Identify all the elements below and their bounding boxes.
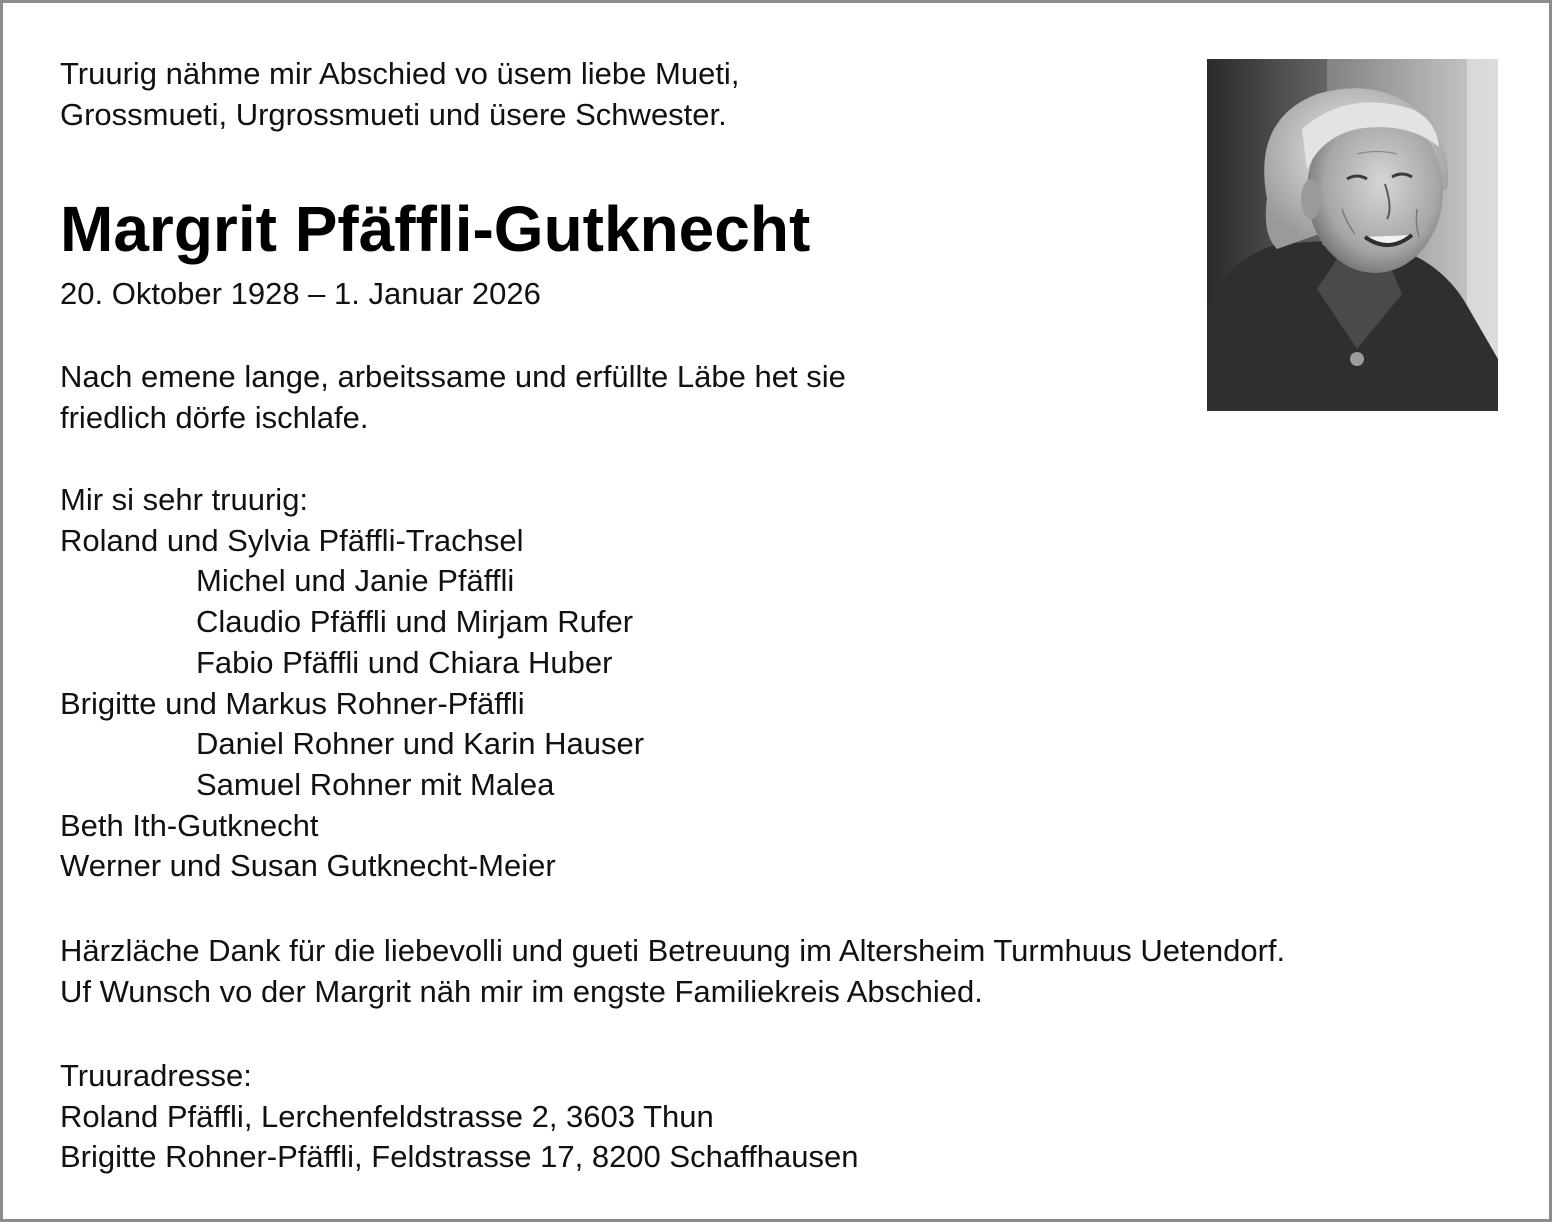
thanks-text bbox=[60, 931, 1285, 1012]
deceased-name: Margrit Pfäffli-Gutknecht bbox=[60, 193, 811, 265]
intro-line-1: Truurig nähme mir Abschied vo üsem liebe Mueti, bbox=[60, 56, 740, 91]
mourners-heading: Mir si sehr truurig: bbox=[60, 482, 309, 517]
mourners-list bbox=[60, 480, 644, 887]
mourner-entry: Claudio Pfäffli und Mirjam Rufer bbox=[196, 604, 634, 640]
mourner-entry: Roland und Sylvia Pfäffli-Trachsel bbox=[60, 522, 524, 558]
mourner-entry: Daniel Rohner und Karin Hauser bbox=[196, 726, 645, 762]
intro-text bbox=[60, 54, 739, 135]
address-heading: Truuradresse: bbox=[60, 1058, 252, 1093]
life-dates: 20. Oktober 1928 – 1. Januar 2026 bbox=[60, 276, 541, 311]
address-line-1: Roland Pfäffli, Lerchenfeldstrasse 2, 3603 Thun bbox=[60, 1098, 714, 1134]
address-line-2: Brigitte Rohner-Pfäffli, Feldstrasse 17, 8200 Schaffhausen bbox=[60, 1139, 859, 1175]
mourner-entry: Brigitte und Markus Rohner-Pfäffli bbox=[60, 685, 525, 721]
mourning-address bbox=[60, 1056, 858, 1178]
mourner-entry: Michel und Janie Pfäffli bbox=[196, 563, 515, 599]
intro-line-2: Grossmueti, Urgrossmueti und üsere Schwester. bbox=[60, 96, 727, 132]
portrait-image bbox=[1207, 59, 1498, 411]
body-line-1: Nach emene lange, arbeitssame und erfüllte Läbe het sie bbox=[60, 359, 846, 394]
portrait-photo bbox=[1207, 59, 1498, 411]
mourner-entry: Beth Ith-Gutknecht bbox=[60, 807, 319, 843]
thanks-line-1: Härzläche Dank für die liebevolli und gueti Betreuung im Altersheim Turmhuus Uetendorf. bbox=[60, 933, 1286, 968]
body-line-2: friedlich dörfe ischlafe. bbox=[60, 399, 369, 435]
mourner-entry: Samuel Rohner mit Malea bbox=[196, 766, 555, 802]
mourner-entry: Werner und Susan Gutknecht-Meier bbox=[60, 848, 556, 884]
thanks-line-2: Uf Wunsch vo der Margrit näh mir im engste Familiekreis Abschied. bbox=[60, 973, 983, 1009]
body-text bbox=[60, 357, 846, 438]
mourner-entry: Fabio Pfäffli und Chiara Huber bbox=[196, 644, 613, 680]
